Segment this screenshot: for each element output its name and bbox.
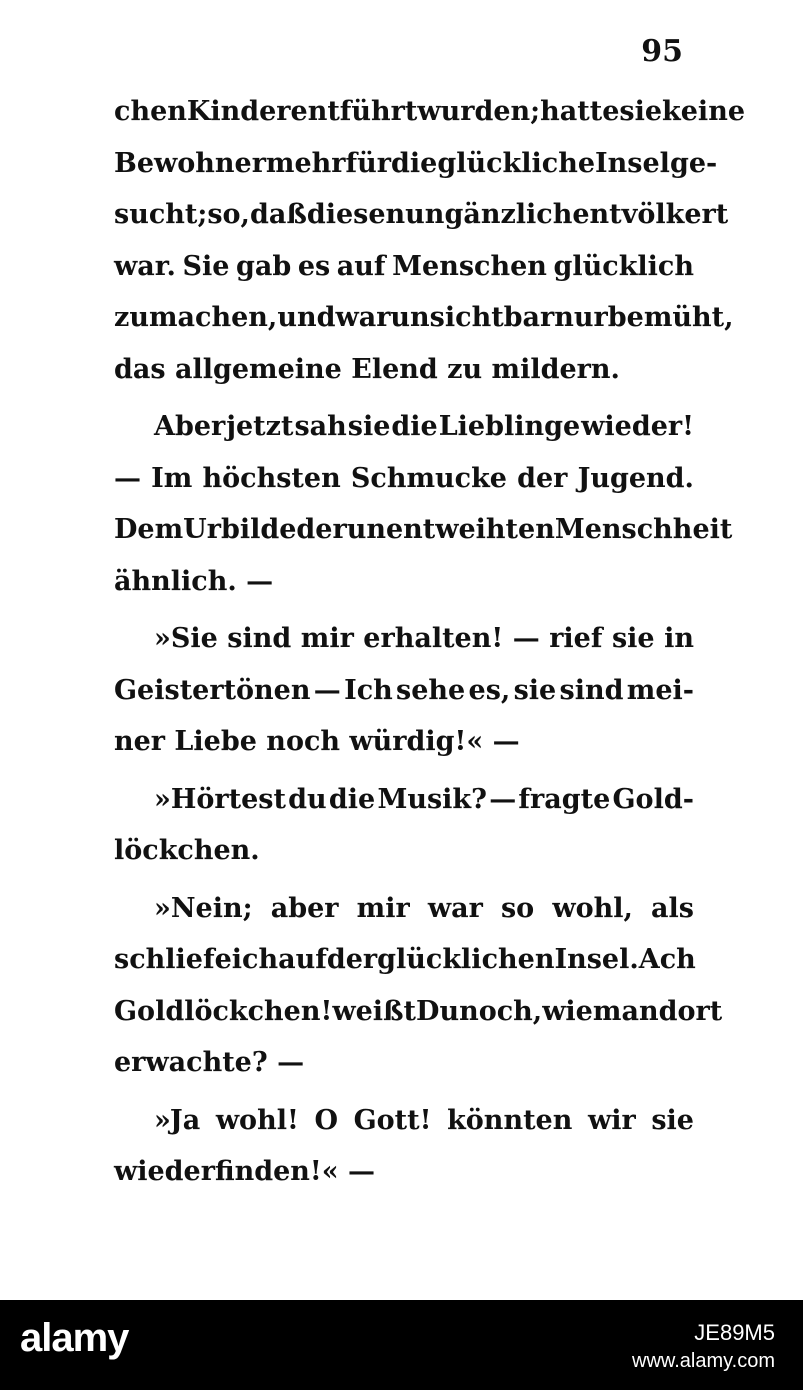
watermark-image-id: JE89M5 [694, 1320, 775, 1345]
text-line: löckchen. [114, 835, 260, 866]
text-line: sucht; so, daß diese nun gänzlich entvölkert [114, 199, 729, 230]
paragraph [114, 86, 745, 395]
text-line: Bewohner mehr für die glückliche Insel ge- [114, 147, 718, 179]
text-line: »Ja wohl! O Gott! könnten wir sie [154, 1104, 694, 1136]
text-line: Goldlöckchen! weißt Du noch, wie man dort [114, 995, 723, 1027]
text-line: wiederfinden!« — [114, 1156, 376, 1187]
text-line: Aber jetzt sah sie die Lieblinge wieder! [154, 411, 694, 442]
paragraph [114, 877, 723, 1089]
text-line: ähnlich. — [114, 565, 274, 597]
watermark-bar [0, 1300, 803, 1390]
text-line: schliefe ich auf der glücklichen Insel. Ach [114, 944, 696, 975]
text-line: Dem Urbilde der unentweihten Menschheit [114, 514, 733, 545]
text-line: das allgemeine Elend zu mildern. [114, 353, 620, 385]
text-line: »Nein; aber mir war so wohl, als [154, 892, 694, 924]
text-line: »Hörtest du die Musik? — fragte Gold- [154, 783, 694, 815]
paragraph [114, 1089, 694, 1198]
text-line: war. Sie gab es auf Menschen glücklich [114, 250, 694, 282]
paragraph [114, 607, 694, 768]
text-line: »Sie sind mir erhalten! — rief sie in [154, 623, 694, 654]
watermark-logo: alamy [20, 1316, 129, 1360]
watermark-url: www.alamy.com [632, 1350, 775, 1372]
text-line: ner Liebe noch würdig!« — [114, 726, 520, 757]
text-line: — Im höchsten Schmucke der Jugend. [114, 462, 694, 494]
paragraph [114, 768, 694, 877]
text-line: chen Kinder entführt wurden; hatte sie keine [114, 96, 745, 127]
paragraph [114, 395, 733, 607]
text-line: zu machen, und war unsichtbar nur bemüht, [114, 302, 734, 333]
text-line: Geistertönen — Ich sehe es, sie sind mei- [114, 674, 694, 706]
body-text [114, 86, 745, 1198]
page-number: 95 [641, 34, 683, 69]
text-line: erwachte? — [114, 1047, 305, 1078]
